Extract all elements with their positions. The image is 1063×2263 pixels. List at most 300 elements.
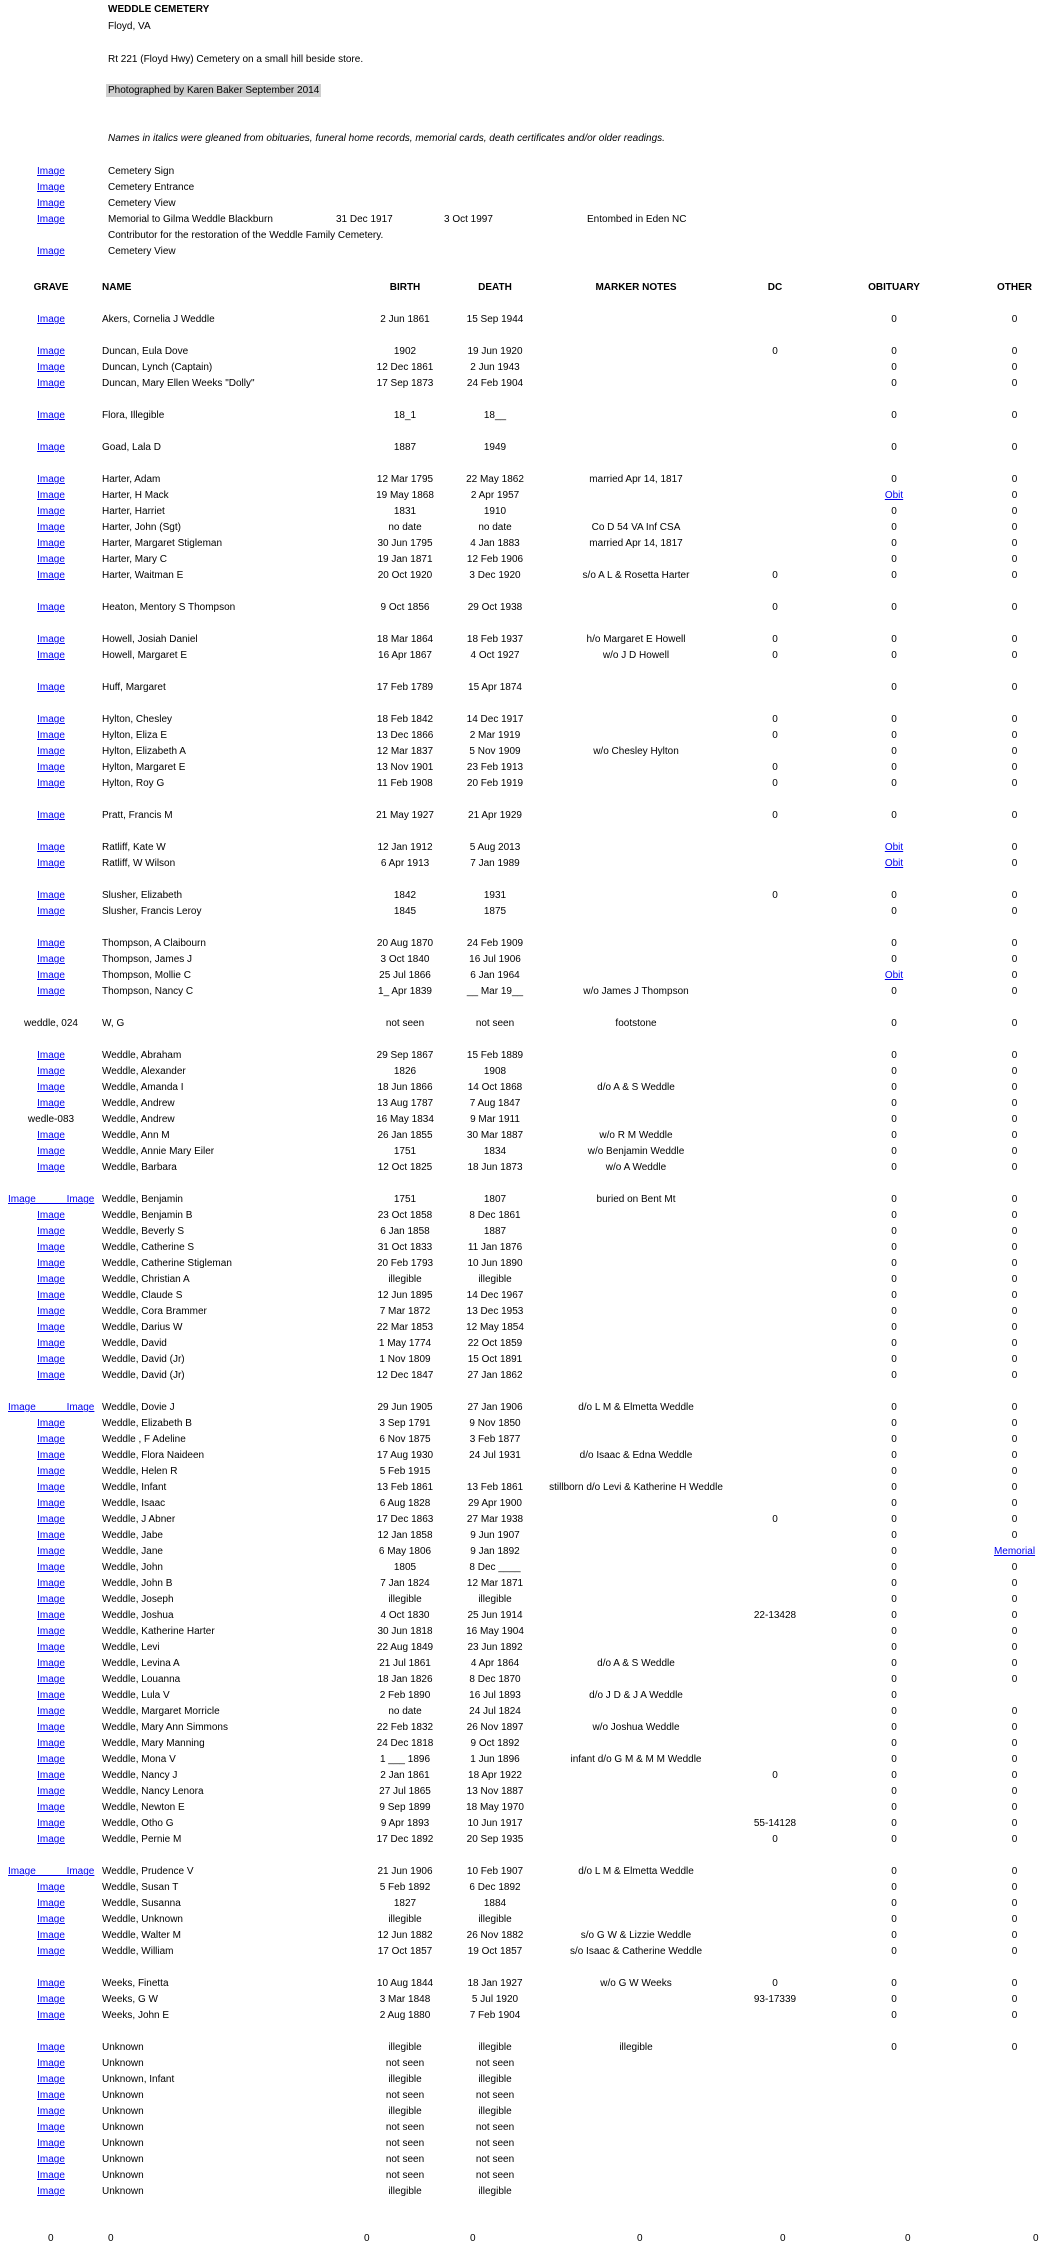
table-row: [0, 856, 1063, 872]
image-link[interactable]: Image: [37, 1914, 65, 1925]
image-link[interactable]: Image: [37, 1450, 65, 1461]
obit-link[interactable]: Obit: [884, 970, 904, 981]
image-link[interactable]: Image: [37, 1418, 65, 1429]
image-link[interactable]: Image: [37, 1946, 65, 1957]
image-link[interactable]: Image: [37, 1434, 65, 1445]
image-link[interactable]: Image: [37, 634, 65, 645]
image-link[interactable]: Image: [37, 522, 65, 533]
image-link[interactable]: Image: [37, 1530, 65, 1541]
birth-cell: 9 Apr 1893: [380, 1818, 430, 1829]
death-cell: 8 Dec 1870: [469, 1674, 521, 1685]
grave-cell: wedle-083: [27, 1114, 75, 1125]
grave-cell: [0, 1528, 102, 1544]
intro-image-link[interactable]: Image: [37, 198, 65, 209]
obituary-cell: 0: [891, 1050, 897, 1061]
birth-cell: not seen: [385, 2058, 425, 2069]
image-link[interactable]: Image: [37, 1370, 65, 1381]
image-link[interactable]: Image: [37, 970, 65, 981]
other-cell: 0: [1011, 1402, 1018, 1413]
image-link[interactable]: Image: [37, 2074, 65, 2085]
birth-cell: not seen: [385, 2154, 425, 2165]
image-link[interactable]: Image: [37, 570, 65, 581]
dc-cell: [728, 936, 822, 952]
obituary-cell: 0: [891, 810, 897, 821]
image-link[interactable]: Image: [37, 2138, 65, 2149]
name-cell: Weddle, Andrew: [102, 1098, 175, 1109]
name-cell: Weddle, Nancy Lenora: [102, 1786, 204, 1797]
image-link[interactable]: Image: [37, 1578, 65, 1589]
image-link[interactable]: Image: [37, 986, 65, 997]
other-cell: 0: [1011, 554, 1018, 565]
other-cell: 0: [1011, 490, 1018, 501]
image-link[interactable]: Image: [37, 1210, 65, 1221]
obituary-cell: [822, 2136, 966, 2152]
obituary-cell: 0: [891, 506, 897, 517]
intro-image-link[interactable]: Image: [37, 166, 65, 177]
obit-link[interactable]: Obit: [884, 490, 904, 501]
dc-cell: [728, 520, 822, 536]
table-row: [0, 536, 1063, 552]
birth-cell: 12 Jun 1895: [377, 1290, 433, 1301]
image-link[interactable]: Image: [37, 938, 65, 949]
other-cell: 0: [1011, 778, 1018, 789]
image-link[interactable]: Image: [37, 1834, 65, 1845]
obituary-cell: [822, 2120, 966, 2136]
birth-cell: 1827: [393, 1898, 417, 1909]
image-link[interactable]: Image: [37, 2106, 65, 2117]
image-link[interactable]: Image: [37, 378, 65, 389]
obituary-cell: 0: [891, 1290, 897, 1301]
name-cell: Unknown, Infant: [102, 2074, 175, 2085]
grave-cell: [0, 2040, 102, 2056]
image-link[interactable]: Image: [37, 1690, 65, 1701]
dc-cell: [728, 952, 822, 968]
name-cell: Thompson, A Claibourn: [102, 938, 206, 949]
other-cell: 0: [1011, 1258, 1018, 1269]
dc-cell: [728, 2040, 822, 2056]
death-cell: 24 Feb 1909: [466, 938, 524, 949]
birth-cell: not seen: [385, 2138, 425, 2149]
table-row: [0, 1400, 1063, 1416]
image-link[interactable]: Image: [37, 1306, 65, 1317]
image-link[interactable]: Image: [37, 1722, 65, 1733]
image-link[interactable]: Image: [37, 1818, 65, 1829]
dc-cell: [728, 2056, 822, 2072]
image-link[interactable]: Image: [37, 2058, 65, 2069]
obituary-cell: 0: [891, 1626, 897, 1637]
image-link[interactable]: Image: [37, 746, 65, 757]
image-link[interactable]: Image: [37, 1642, 65, 1653]
image-link[interactable]: Image: [37, 2186, 65, 2197]
dc-cell: [728, 1752, 822, 1768]
grave-cell[interactable]: Image Image: [8, 1194, 95, 1205]
other-cell: 0: [1011, 1242, 1018, 1253]
image-link[interactable]: Image: [37, 346, 65, 357]
grave-cell: [0, 1640, 102, 1656]
table-row: [0, 1688, 1063, 1704]
name-cell: Weddle, Mona V: [102, 1754, 176, 1765]
image-link[interactable]: Image: [37, 1898, 65, 1909]
dc-cell: 0: [772, 1978, 778, 1989]
marker-notes-cell: [544, 1816, 728, 1832]
birth-cell: 1 Nov 1809: [379, 1354, 431, 1365]
other-cell: 0: [1011, 986, 1018, 997]
death-cell: 7 Aug 1847: [469, 1098, 521, 1109]
name-cell: Weeks, Finetta: [102, 1978, 169, 1989]
other-cell: 0: [1011, 1658, 1018, 1669]
death-cell: 2 Apr 1957: [470, 490, 520, 501]
image-link[interactable]: Image: [37, 1594, 65, 1605]
table-row: [0, 2120, 1063, 2136]
name-cell: Unknown: [102, 2058, 144, 2069]
obit-link[interactable]: Obit: [884, 858, 904, 869]
image-link[interactable]: Image: [37, 1770, 65, 1781]
image-link[interactable]: Image: [37, 714, 65, 725]
dc-cell: [728, 840, 822, 856]
image-link[interactable]: Image: [37, 1674, 65, 1685]
death-cell: 1910: [483, 506, 507, 517]
obituary-cell: 0: [891, 1114, 897, 1125]
image-link[interactable]: Image: [37, 1514, 65, 1525]
death-cell: 2 Jun 1943: [470, 362, 520, 373]
other-cell: 0: [1011, 1434, 1018, 1445]
image-link[interactable]: Image: [37, 650, 65, 661]
image-link[interactable]: Image: [37, 890, 65, 901]
image-link[interactable]: Image: [37, 1482, 65, 1493]
obituary-cell: 0: [891, 1434, 897, 1445]
image-link[interactable]: Image: [37, 1050, 65, 1061]
dc-cell: [728, 1272, 822, 1288]
grave-cell: [0, 712, 102, 728]
marker-notes-cell: w/o G W Weeks: [600, 1978, 672, 1989]
image-link[interactable]: Image: [37, 538, 65, 549]
grave-cell[interactable]: Image Image: [8, 1866, 95, 1877]
spacer-row: [0, 616, 1063, 632]
image-link[interactable]: Image: [37, 778, 65, 789]
table-row: [0, 472, 1063, 488]
dc-cell: [728, 1240, 822, 1256]
dc-cell: [728, 1480, 822, 1496]
other-cell: 0: [1011, 1194, 1018, 1205]
name-cell: Weeks, G W: [102, 1994, 158, 2005]
name-cell: Weddle, Katherine Harter: [102, 1626, 215, 1637]
marker-notes-cell: d/o A & S Weddle: [597, 1658, 675, 1669]
image-link[interactable]: Image: [37, 730, 65, 741]
image-link[interactable]: Image: [37, 1274, 65, 1285]
image-link[interactable]: Image: [37, 602, 65, 613]
image-link[interactable]: Image: [37, 2122, 65, 2133]
grave-cell: [0, 1688, 102, 1704]
image-link[interactable]: Image: [37, 1658, 65, 1669]
dc-cell: 0: [772, 730, 778, 741]
death-cell: 8 Dec ____: [469, 1562, 521, 1573]
birth-cell: 9 Sep 1899: [379, 1802, 431, 1813]
birth-cell: 4 Oct 1830: [380, 1610, 430, 1621]
image-link[interactable]: Image: [37, 1498, 65, 1509]
image-link[interactable]: Image: [37, 1258, 65, 1269]
other-cell: 0: [1011, 1514, 1018, 1525]
image-link[interactable]: Image: [37, 1338, 65, 1349]
death-cell: not seen: [475, 2090, 515, 2101]
obituary-cell: [822, 856, 966, 872]
grave-cell: [0, 888, 102, 904]
table-row: [0, 1432, 1063, 1448]
table-row: [0, 1704, 1063, 1720]
grave-cell: [0, 1816, 102, 1832]
image-link[interactable]: Image: [37, 1546, 65, 1557]
image-link[interactable]: Image: [37, 810, 65, 821]
marker-notes-cell: [544, 1048, 728, 1064]
name-cell: Harter, John (Sgt): [102, 522, 181, 533]
birth-cell: 7 Jan 1824: [380, 1578, 430, 1589]
death-cell: 27 Jan 1906: [467, 1402, 523, 1413]
memorial-link[interactable]: Memorial: [993, 1546, 1036, 1557]
table-row: [0, 1016, 1063, 1032]
name-cell: Weddle, Otho G: [102, 1818, 174, 1829]
grave-cell: [0, 2072, 102, 2088]
table-row: [0, 1496, 1063, 1512]
birth-cell: no date: [388, 522, 422, 533]
other-cell: [966, 1688, 1063, 1704]
dc-cell: [728, 312, 822, 328]
grave-cell: [0, 1976, 102, 1992]
image-link[interactable]: Image: [37, 1994, 65, 2005]
birth-cell: 1751: [393, 1194, 417, 1205]
image-link[interactable]: Image: [37, 1882, 65, 1893]
col-other: OTHER: [997, 281, 1032, 293]
image-link[interactable]: Image: [37, 1226, 65, 1237]
table-row: [0, 1656, 1063, 1672]
image-link[interactable]: Image: [37, 1354, 65, 1365]
image-link[interactable]: Image: [37, 682, 65, 693]
other-cell: 0: [1011, 1578, 1018, 1589]
image-link[interactable]: Image: [37, 1162, 65, 1173]
marker-notes-cell: illegible: [619, 2042, 653, 2053]
birth-cell: no date: [388, 1706, 422, 1717]
image-link[interactable]: Image: [37, 858, 65, 869]
image-link[interactable]: Image: [37, 474, 65, 485]
image-link[interactable]: Image: [37, 906, 65, 917]
spacer-row: [0, 424, 1063, 440]
death-cell: not seen: [475, 2122, 515, 2133]
obituary-cell: 0: [891, 1354, 897, 1365]
birth-cell: 6 May 1806: [378, 1546, 432, 1557]
table-row: [0, 1928, 1063, 1944]
grave-cell: [0, 1464, 102, 1480]
grave-cell: [0, 1720, 102, 1736]
death-cell: 19 Jun 1920: [467, 346, 523, 357]
marker-notes-cell: [544, 1704, 728, 1720]
image-link[interactable]: Image: [37, 1626, 65, 1637]
marker-notes-cell: w/o James J Thompson: [583, 986, 689, 997]
marker-notes-cell: [544, 1640, 728, 1656]
image-link[interactable]: Image: [37, 1610, 65, 1621]
birth-cell: not seen: [385, 1018, 425, 1029]
image-link[interactable]: Image: [37, 2090, 65, 2101]
birth-cell: 12 Jun 1882: [377, 1930, 433, 1941]
grave-cell: [0, 840, 102, 856]
birth-cell: 21 Jun 1906: [377, 1866, 433, 1877]
grave-cell: [0, 744, 102, 760]
intro-text: Cemetery View: [108, 246, 176, 257]
table-row: [0, 760, 1063, 776]
intro-image-link[interactable]: Image: [37, 214, 65, 225]
image-link[interactable]: Image: [37, 1562, 65, 1573]
other-cell: 0: [1011, 1306, 1018, 1317]
marker-notes-cell: [544, 1672, 728, 1688]
table-row: [0, 904, 1063, 920]
grave-cell: [0, 520, 102, 536]
table-row: [0, 648, 1063, 664]
image-link[interactable]: Image: [37, 442, 65, 453]
spacer-row: [0, 1384, 1063, 1400]
grave-cell: [0, 1992, 102, 2008]
image-link[interactable]: Image: [37, 762, 65, 773]
intro-text: Contributor for the restoration of the Weddle Family Cemetery.: [108, 230, 384, 241]
obit-link[interactable]: Obit: [884, 842, 904, 853]
birth-cell: 2 Jun 1861: [380, 314, 430, 325]
table-row: [0, 1512, 1063, 1528]
image-link[interactable]: Image: [37, 1754, 65, 1765]
marker-notes-cell: buried on Bent Mt: [596, 1194, 676, 1205]
intro-image-link[interactable]: Image: [37, 182, 65, 193]
dc-cell: [728, 1592, 822, 1608]
intro-item: [0, 164, 1063, 180]
obituary-cell: 0: [891, 762, 897, 773]
birth-cell: 6 Aug 1828: [379, 1498, 431, 1509]
death-cell: 6 Jan 1964: [470, 970, 520, 981]
name-cell: Weddle, Benjamin B: [102, 1210, 193, 1221]
table-row: [0, 1144, 1063, 1160]
image-link[interactable]: Image: [37, 2042, 65, 2053]
birth-cell: 12 Dec 1861: [376, 362, 434, 373]
grave-cell: [0, 1704, 102, 1720]
birth-cell: not seen: [385, 2090, 425, 2101]
intro-death: 3 Oct 1997: [444, 214, 493, 225]
table-row: [0, 1640, 1063, 1656]
image-link[interactable]: Image: [37, 842, 65, 853]
spacer-row: [0, 584, 1063, 600]
image-link[interactable]: Image: [37, 1322, 65, 1333]
death-cell: 1908: [483, 1066, 507, 1077]
image-link[interactable]: Image: [37, 314, 65, 325]
grave-cell: [0, 1224, 102, 1240]
image-link[interactable]: Image: [37, 1802, 65, 1813]
other-cell: 0: [1011, 970, 1018, 981]
death-cell: 15 Sep 1944: [466, 314, 524, 325]
image-link[interactable]: Image: [37, 554, 65, 565]
image-link[interactable]: Image: [37, 2170, 65, 2181]
marker-notes-cell: [544, 600, 728, 616]
image-link[interactable]: Image: [37, 1930, 65, 1941]
other-cell: [966, 2104, 1063, 2120]
obituary-cell: 0: [891, 1418, 897, 1429]
image-link[interactable]: Image: [37, 1786, 65, 1797]
grave-cell: [0, 728, 102, 744]
image-link[interactable]: Image: [37, 954, 65, 965]
grave-cell[interactable]: Image Image: [8, 1402, 95, 1413]
image-link[interactable]: Image: [37, 1242, 65, 1253]
table-row: [0, 1576, 1063, 1592]
grave-cell: [0, 440, 102, 456]
name-cell: Weddle, David (Jr): [102, 1370, 185, 1381]
image-link[interactable]: Image: [37, 2154, 65, 2165]
marker-notes-cell: h/o Margaret E Howell: [586, 634, 686, 645]
other-cell: 0: [1011, 378, 1018, 389]
dc-cell: [728, 1496, 822, 1512]
dc-cell: 0: [772, 1834, 778, 1845]
image-link[interactable]: Image: [37, 1146, 65, 1157]
death-cell: 18 Jan 1927: [467, 1978, 523, 1989]
image-link[interactable]: Image: [37, 1706, 65, 1717]
name-cell: Weddle, Levi: [102, 1642, 160, 1653]
name-cell: Weddle, Andrew: [102, 1114, 175, 1125]
death-cell: 14 Dec 1967: [466, 1290, 524, 1301]
image-link[interactable]: Image: [37, 2010, 65, 2021]
image-link[interactable]: Image: [37, 1098, 65, 1109]
table-row: [0, 952, 1063, 968]
death-cell: 14 Oct 1868: [467, 1082, 523, 1093]
image-link[interactable]: Image: [37, 490, 65, 501]
table-row: [0, 1224, 1063, 1240]
obituary-cell: 0: [891, 1530, 897, 1541]
intro-text: Cemetery Sign: [108, 166, 175, 177]
image-link[interactable]: Image: [37, 410, 65, 421]
grave-cell: [0, 1080, 102, 1096]
table-row: [0, 1784, 1063, 1800]
other-cell: [966, 2184, 1063, 2200]
dc-cell: [728, 1928, 822, 1944]
intro-text: Cemetery Entrance: [108, 182, 195, 193]
birth-cell: 17 Feb 1789: [376, 682, 434, 693]
birth-cell: 1805: [393, 1562, 417, 1573]
grave-cell: [0, 1576, 102, 1592]
marker-notes-cell: [544, 1368, 728, 1384]
intro-image-link[interactable]: Image: [37, 246, 65, 257]
name-cell: Weddle, Claude S: [102, 1290, 183, 1301]
marker-notes-cell: [544, 344, 728, 360]
obituary-cell: 0: [891, 1578, 897, 1589]
table-row: [0, 1816, 1063, 1832]
image-link[interactable]: Image: [37, 1082, 65, 1093]
grave-cell: [0, 952, 102, 968]
spacer-cell: [0, 1848, 1063, 1864]
obituary-cell: 0: [891, 890, 897, 901]
image-link[interactable]: Image: [37, 1978, 65, 1989]
dc-cell: [728, 1688, 822, 1704]
obituary-cell: 0: [891, 1722, 897, 1733]
marker-notes-cell: [544, 1208, 728, 1224]
image-link[interactable]: Image: [37, 1738, 65, 1749]
total-birth: 0: [364, 2233, 370, 2244]
image-link[interactable]: Image: [37, 362, 65, 373]
name-cell: Howell, Margaret E: [102, 650, 188, 661]
obituary-cell: 0: [891, 1194, 897, 1205]
table-row: [0, 1912, 1063, 1928]
image-link[interactable]: Image: [37, 1130, 65, 1141]
image-link[interactable]: Image: [37, 1290, 65, 1301]
obituary-cell: 0: [891, 1818, 897, 1829]
marker-notes-cell: footstone: [615, 1018, 657, 1029]
dc-cell: [728, 1064, 822, 1080]
image-link[interactable]: Image: [37, 506, 65, 517]
obituary-cell: 0: [891, 1226, 897, 1237]
dc-cell: [728, 1112, 822, 1128]
image-link[interactable]: Image: [37, 1466, 65, 1477]
death-cell: 13 Feb 1861: [466, 1482, 524, 1493]
obituary-cell: 0: [891, 1082, 897, 1093]
image-link[interactable]: Image: [37, 1066, 65, 1077]
